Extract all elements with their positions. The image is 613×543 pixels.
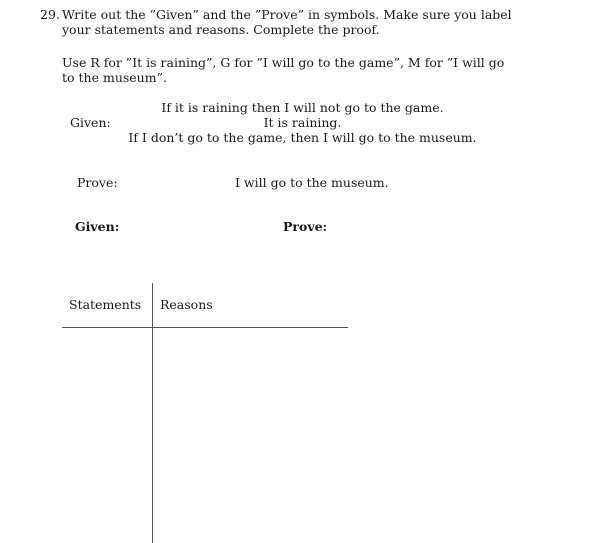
given-label: Given:: [70, 115, 111, 130]
prove-label: Prove:: [77, 175, 118, 190]
given-statement-3: If I don’t go to the game, then I will go to the museum.: [128, 130, 477, 145]
variable-definitions-line-1: Use R for ”It is raining”, G for ”I will go to the game”, M for ”I will go: [62, 55, 505, 70]
given-statement-2: It is raining.: [263, 115, 342, 130]
statements-column-header: Statements: [69, 297, 142, 312]
proof-table-header-rule: [62, 327, 348, 328]
prove-statement: I will go to the museum.: [235, 175, 389, 190]
problem-number: 29.: [40, 7, 60, 22]
symbolic-prove-heading: Prove:: [283, 219, 328, 234]
symbolic-given-heading: Given:: [75, 219, 120, 234]
reasons-column-header: Reasons: [160, 297, 213, 312]
variable-definitions-line-2: to the museum”.: [62, 70, 167, 85]
instruction-line-2: your statements and reasons. Complete the proof.: [62, 22, 380, 37]
instruction-line-1: Write out the ”Given” and the ”Prove” in symbols. Make sure you label: [62, 7, 512, 22]
proof-table-vertical-divider: [152, 283, 153, 543]
given-statement-1: If it is raining then I will not go to the game.: [161, 100, 444, 115]
